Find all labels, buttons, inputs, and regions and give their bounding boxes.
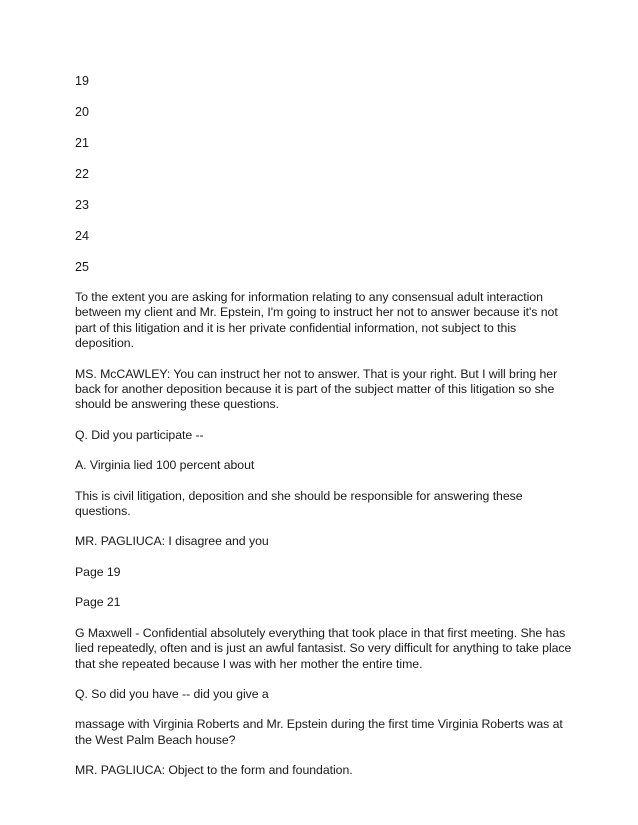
line-number-list (75, 73, 574, 275)
page-marker-19: Page 19 (75, 564, 121, 579)
line-number: 23 (75, 198, 89, 212)
paragraph-civil-litigation: This is civil litigation, deposition and she should be responsible for answering these questions. (75, 488, 523, 519)
paragraph-mccawley-response: MS. McCAWLEY: You can instruct her not to answer. That is your right. But I will bring her back for another deposition because it is part of the subject matter of this litigation so she should be answering these questions. (75, 366, 558, 412)
paragraph-massage-continued: massage with Virginia Roberts and Mr. Epstein during the first time Virginia Roberts was at the West Palm Beach house? (75, 717, 563, 747)
paragraph-question-participate: Q. Did you participate -- (75, 427, 204, 442)
paragraph-objection-instruction: To the extent you are asking for information relating to any consensual adult interaction between my client and Mr. Epstein, I'm going to instruct her not to answer because it's not part of this litigation and it is her private confidential information, not subject to this deposition. (75, 290, 558, 351)
page-marker-21: Page 21 (75, 595, 121, 610)
paragraph-question-massage: Q. So did you have -- did you give a (75, 686, 269, 701)
paragraph-maxwell-confidential: G Maxwell - Confidential absolutely everything that took place in that first meeting. She has lied repeatedly, often and is just an awful fantasist. So very difficult for anything to take place that she repeated because I was with her mother the entire time. (75, 625, 572, 671)
transcript-body (75, 290, 574, 779)
paragraph-pagliuca-disagree: MR. PAGLIUCA: I disagree and you (75, 534, 269, 549)
line-number: 21 (75, 136, 89, 150)
line-number: 20 (75, 105, 89, 119)
line-number: 24 (75, 229, 89, 243)
line-number: 22 (75, 167, 89, 181)
line-number: 25 (75, 260, 89, 274)
paragraph-answer-virginia: A. Virginia lied 100 percent about (75, 458, 255, 473)
line-number: 19 (75, 74, 89, 88)
paragraph-pagliuca-object: MR. PAGLIUCA: Object to the form and foundation. (75, 763, 353, 778)
